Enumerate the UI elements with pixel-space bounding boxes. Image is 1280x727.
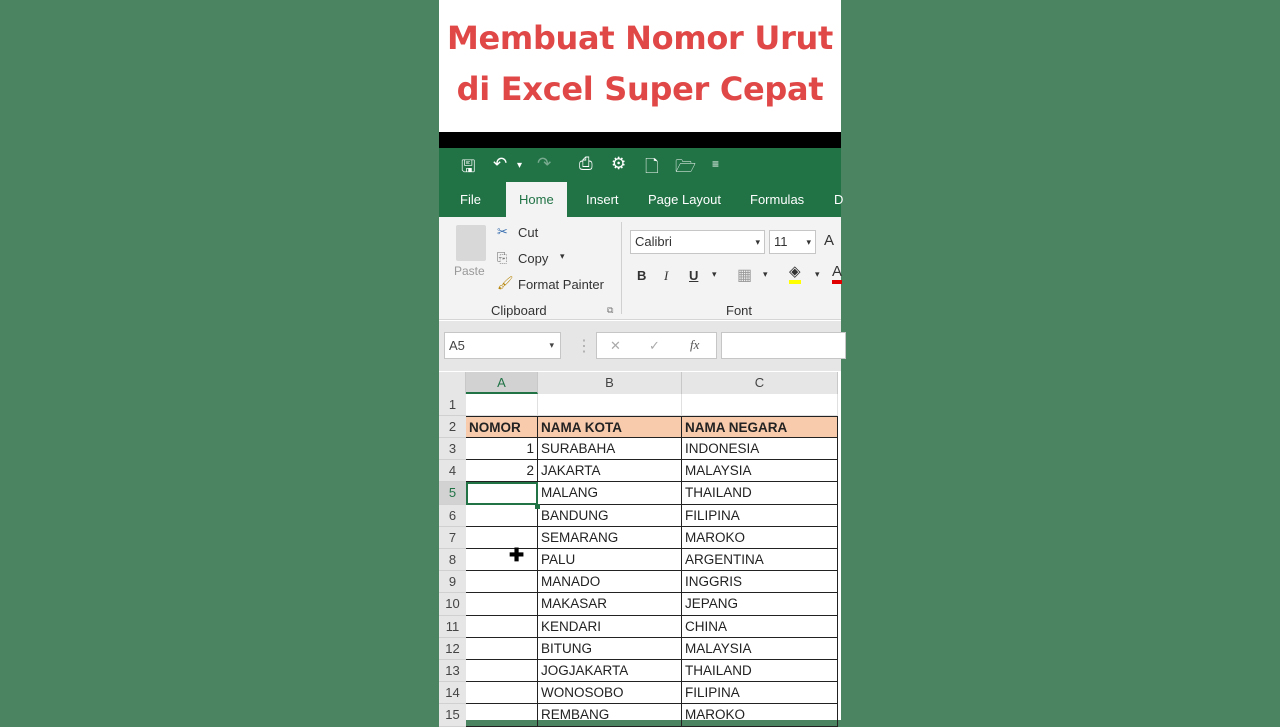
row-header[interactable]: 7 xyxy=(439,527,466,549)
redo-icon[interactable]: ↷ xyxy=(537,154,552,173)
column-header-c[interactable]: C xyxy=(682,372,838,394)
row-header[interactable]: 8 xyxy=(439,549,466,571)
cell[interactable] xyxy=(466,549,538,571)
formula-bar xyxy=(439,321,841,371)
formula-buttons xyxy=(596,332,717,359)
cell[interactable]: MALAYSIA xyxy=(682,638,838,660)
cell[interactable]: WONOSOBO xyxy=(538,682,682,704)
row-header[interactable]: 14 xyxy=(439,682,466,704)
cell[interactable]: KENDARI xyxy=(538,616,682,638)
cell[interactable]: MALAYSIA xyxy=(682,460,838,482)
column-title-cell[interactable]: NAMA KOTA xyxy=(538,416,682,438)
cell[interactable] xyxy=(466,505,538,527)
cell[interactable]: MAROKO xyxy=(682,527,838,549)
row-header[interactable]: 4 xyxy=(439,460,466,482)
cell[interactable]: JAKARTA xyxy=(538,460,682,482)
copy-icon: ⎘ xyxy=(497,250,508,265)
name-box[interactable]: A5 ▾ xyxy=(444,332,561,359)
row-header[interactable]: 13 xyxy=(439,660,466,682)
cut-icon: ✂ xyxy=(497,224,508,239)
copy-dropdown-icon[interactable]: ▾ xyxy=(560,251,565,261)
cell[interactable]: INGGRIS xyxy=(682,571,838,593)
cell[interactable]: THAILAND xyxy=(682,660,838,682)
row-header[interactable]: 11 xyxy=(439,616,466,638)
cell[interactable]: MANADO xyxy=(538,571,682,593)
column-header-a[interactable]: A xyxy=(466,372,538,394)
row-header[interactable]: 10 xyxy=(439,593,466,615)
tab-home[interactable]: Home xyxy=(506,182,567,217)
cell[interactable]: MAKASAR xyxy=(538,593,682,615)
bold-button[interactable]: B xyxy=(637,268,647,283)
font-group-label: Font xyxy=(726,303,753,318)
borders-dropdown-icon[interactable]: ▾ xyxy=(763,269,768,279)
underline-button[interactable]: U xyxy=(689,268,699,283)
cell[interactable]: 1 xyxy=(466,438,538,460)
cell[interactable]: THAILAND xyxy=(682,482,838,504)
cell[interactable] xyxy=(466,638,538,660)
customize-qat-icon[interactable]: ≡ xyxy=(712,157,720,171)
row-header[interactable]: 12 xyxy=(439,638,466,660)
divider xyxy=(439,132,841,148)
name-box-value: A5 xyxy=(449,338,465,353)
cell[interactable]: FILIPINA xyxy=(682,682,838,704)
font-name-value: Calibri xyxy=(635,234,672,249)
clipboard-group-label: Clipboard xyxy=(491,303,547,318)
cell[interactable]: JEPANG xyxy=(682,593,838,615)
cell[interactable]: MALANG xyxy=(538,482,682,504)
cell[interactable]: FILIPINA xyxy=(682,505,838,527)
enter-icon[interactable]: ✓ xyxy=(649,338,660,353)
cell[interactable] xyxy=(466,394,538,416)
cell[interactable]: INDONESIA xyxy=(682,438,838,460)
cell[interactable]: SEMARANG xyxy=(538,527,682,549)
underline-dropdown-icon[interactable]: ▾ xyxy=(712,269,717,279)
save-icon[interactable]: 🖫 xyxy=(461,157,476,176)
cell[interactable]: PALU xyxy=(538,549,682,571)
row-header[interactable]: 1 xyxy=(439,394,466,416)
open-folder-icon[interactable]: 🗁 xyxy=(675,157,697,176)
paste-icon[interactable] xyxy=(456,225,486,261)
row-header[interactable]: 6 xyxy=(439,505,466,527)
row-header[interactable]: 5 xyxy=(439,482,466,504)
spreadsheet-grid xyxy=(439,371,841,723)
cell[interactable] xyxy=(682,394,838,416)
font-color-icon[interactable]: A xyxy=(832,264,842,284)
column-header-b[interactable]: B xyxy=(538,372,682,394)
increase-font-icon[interactable]: A xyxy=(824,232,835,249)
row-header[interactable]: 3 xyxy=(439,438,466,460)
font-size-select[interactable]: 11 ▾ xyxy=(769,230,816,254)
cell[interactable] xyxy=(466,571,538,593)
italic-button[interactable]: I xyxy=(664,268,669,283)
cell[interactable]: 2 xyxy=(466,460,538,482)
cell[interactable] xyxy=(466,593,538,615)
cell-cursor-icon: ✚ xyxy=(509,545,525,565)
dialog-launcher-icon[interactable]: ⧉ xyxy=(607,305,614,315)
cell[interactable] xyxy=(538,394,682,416)
cell[interactable]: BITUNG xyxy=(538,638,682,660)
undo-icon[interactable]: ↶ xyxy=(493,154,508,173)
cell[interactable] xyxy=(466,616,538,638)
cell[interactable] xyxy=(466,527,538,549)
group-separator xyxy=(621,222,622,314)
print-preview-icon[interactable]: ⎙ xyxy=(579,154,593,173)
font-size-value: 11 xyxy=(774,234,788,249)
tab-page-layout[interactable]: Page Layout xyxy=(648,192,722,207)
format-painter-button[interactable]: Format Painter xyxy=(518,277,604,292)
selected-cell-a5[interactable] xyxy=(466,482,538,504)
tab-insert[interactable]: Insert xyxy=(586,192,619,207)
row-header[interactable]: 15 xyxy=(439,704,466,726)
select-all-corner[interactable] xyxy=(439,372,466,394)
cell[interactable] xyxy=(466,660,538,682)
cell[interactable] xyxy=(466,704,538,726)
font-name-select[interactable]: Calibri ▾ xyxy=(630,230,765,254)
cell[interactable]: CHINA xyxy=(682,616,838,638)
ribbon-tabs xyxy=(439,182,844,217)
cell[interactable]: REMBANG xyxy=(538,704,682,726)
borders-icon[interactable]: ▦ xyxy=(737,267,753,284)
new-file-icon[interactable]: 🗋 xyxy=(645,157,659,176)
video-frame xyxy=(439,0,844,723)
fill-color-icon[interactable]: ◈ xyxy=(789,264,801,284)
format-painter-icon: 🖌 xyxy=(497,275,514,290)
cell[interactable]: ARGENTINA xyxy=(682,549,838,571)
video-title xyxy=(439,0,841,132)
tab-file[interactable]: File xyxy=(460,192,481,207)
fill-color-dropdown-icon[interactable]: ▾ xyxy=(815,269,820,279)
quick-print-icon[interactable]: ⚙ xyxy=(611,154,627,173)
ribbon-home xyxy=(439,217,841,320)
row-header[interactable]: 9 xyxy=(439,571,466,593)
tab-data[interactable]: D xyxy=(834,192,844,207)
undo-dropdown-icon[interactable]: ▾ xyxy=(517,160,523,171)
cell[interactable]: MAROKO xyxy=(682,704,838,726)
copy-button[interactable]: Copy xyxy=(518,251,549,266)
cancel-icon[interactable]: ✕ xyxy=(610,338,621,353)
cell[interactable]: JOGJAKARTA xyxy=(538,660,682,682)
fill-handle[interactable] xyxy=(535,504,540,509)
title-line-2: di Excel Super Cepat xyxy=(456,70,824,108)
column-title-cell[interactable]: NOMOR xyxy=(466,416,538,438)
drag-handle-icon[interactable]: ⋮ xyxy=(576,338,592,355)
paste-button[interactable]: Paste xyxy=(454,264,485,278)
column-title-cell[interactable]: NAMA NEGARA xyxy=(682,416,838,438)
row-header[interactable]: 2 xyxy=(439,416,466,438)
insert-function-button[interactable]: fx xyxy=(690,337,700,352)
tab-formulas[interactable]: Formulas xyxy=(750,192,805,207)
cell[interactable]: BANDUNG xyxy=(538,505,682,527)
cell[interactable]: SURABAHA xyxy=(538,438,682,460)
cell[interactable] xyxy=(466,682,538,704)
title-line-1: Membuat Nomor Urut xyxy=(446,19,834,57)
quick-access-toolbar xyxy=(439,148,841,182)
cut-button[interactable]: Cut xyxy=(518,225,539,240)
formula-input[interactable] xyxy=(721,332,846,359)
